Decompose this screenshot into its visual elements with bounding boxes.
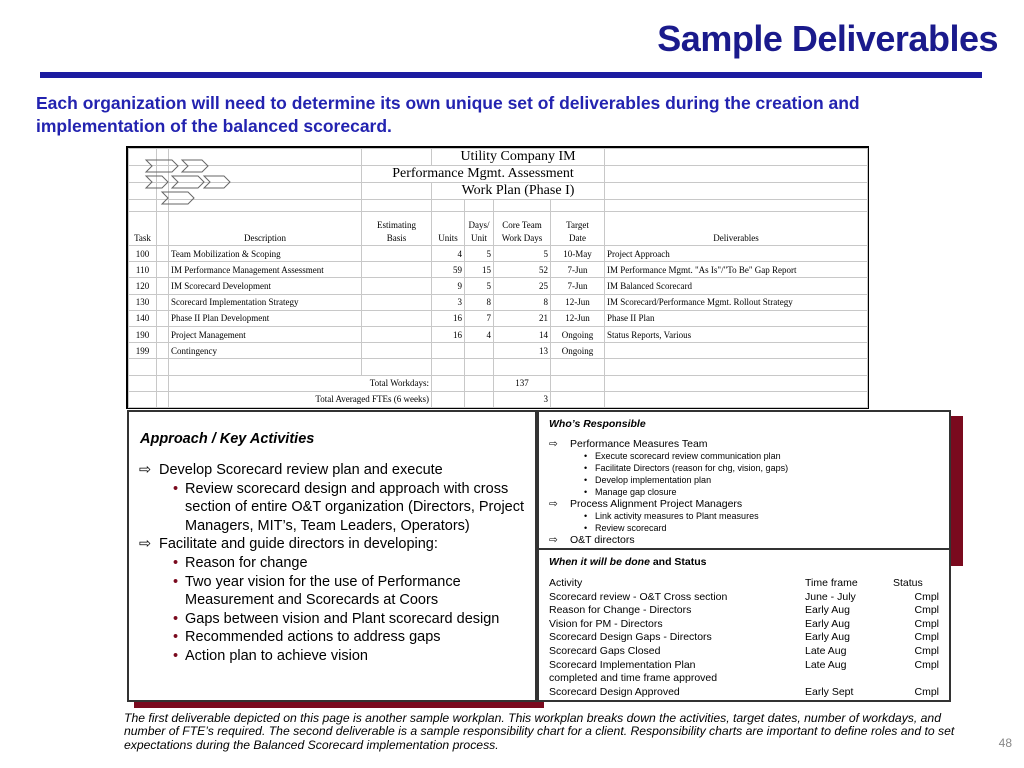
col-header-units: Units: [432, 212, 465, 246]
approach-box: [127, 410, 537, 702]
schedule-title: When it will be done and Status: [549, 556, 707, 568]
col-header-task: Task: [129, 212, 157, 246]
schedule-box: [537, 548, 951, 702]
list-item: ⇨ O&T directors: [549, 534, 635, 547]
bullet-icon: •: [584, 487, 588, 498]
list-subitem: • Recommended actions to address gaps: [173, 629, 441, 646]
bullet-icon: •: [173, 629, 179, 646]
table-row: 120 IM Scorecard Development 9 5 25 7-Jun IM Balanced Scorecard: [129, 278, 868, 294]
table-row: Scorecard Implementation Plan Late Aug Cmpl: [549, 658, 939, 671]
arrow-right-icon: ⇨: [139, 536, 152, 553]
list-subitem: • Gaps between vision and Plant scorecard design: [173, 610, 500, 627]
process-arrows-icon: [142, 150, 234, 206]
list-item: ⇨ Facilitate and guide directors in developing:: [139, 536, 438, 553]
slide-title: Sample Deliverables: [657, 18, 998, 59]
table-row: Reason for Change - Directors Early Aug Cmpl: [549, 604, 939, 617]
table-row: Scorecard review - O&T Cross section June - July Cmpl: [549, 590, 939, 603]
total-ftes-row: Total Averaged FTEs (6 weeks) 3: [129, 391, 868, 407]
bullet-icon: •: [584, 451, 588, 462]
table-row: Scorecard Design Gaps - Directors Early Aug Cmpl: [549, 631, 939, 644]
workplan-header-line: Work Plan (Phase I): [432, 183, 605, 200]
table-row: completed and time frame approved: [549, 672, 718, 685]
bullet-icon: •: [173, 554, 179, 571]
bullet-icon: •: [584, 463, 588, 474]
list-subitem: • Review scorecard: [584, 523, 667, 534]
approach-list: [139, 461, 534, 666]
intro-text: Each organization will need to determine its own unique set of deliverables during the creation and implementation of the balanced scorecard.: [36, 93, 860, 136]
bullet-icon: •: [173, 573, 179, 590]
list-item: ⇨ Develop Scorecard review plan and execute: [139, 462, 443, 478]
schedule-table: [549, 577, 939, 699]
table-row: Vision for PM - Directors Early Aug Cmpl: [549, 617, 939, 630]
list-item: ⇨ Performance Measures Team: [549, 438, 708, 450]
list-subitem: • Link activity measures to Plant measures: [584, 511, 759, 522]
list-subitem: • Facilitate Directors (reason for chg, vision, gaps): [584, 463, 789, 474]
workplan-table: [126, 146, 869, 409]
bullet-icon: •: [584, 475, 588, 486]
col-header-core: Core Team Work Days: [494, 212, 551, 246]
table-row: 199 Contingency 13 Ongoing: [129, 343, 868, 359]
list-subitem: • Develop implementation plan: [584, 475, 712, 486]
arrow-right-icon: ⇨: [139, 462, 152, 478]
col-header-target: Target Date: [551, 212, 605, 246]
list-subitem: • Two year vision for the use of Performance Measurement and Scorecards at Coors: [173, 573, 461, 609]
table-row: 140 Phase II Plan Development 16 7 21 12-Jun Phase II Plan: [129, 310, 868, 326]
arrow-right-icon: ⇨: [549, 498, 558, 511]
bullet-icon: •: [173, 480, 179, 497]
list-item: ⇨ Process Alignment Project Managers: [549, 498, 743, 511]
list-subitem: • Manage gap closure: [584, 487, 677, 498]
bullet-icon: •: [173, 647, 179, 664]
table-row: Scorecard Gaps Closed Late Aug Cmpl: [549, 644, 939, 657]
table-row: Scorecard Design Approved Early Sept Cmpl: [549, 685, 939, 698]
bullet-icon: •: [173, 610, 179, 627]
approach-title: Approach / Key Activities: [140, 431, 315, 447]
footer-note: The first deliverable depicted on this page is another sample workplan. This workplan breaks down the activities, target dates, number of workdays, and number of FTE’s required. The second deliverable is a sample responsibility chart for a client. Responsibility charts are important to define roles and to set expectations during the Balanced Scorecard implementation process.: [124, 711, 955, 752]
arrow-right-icon: ⇨: [549, 534, 558, 547]
table-row: 130 Scorecard Implementation Strategy 3 8 8 12-Jun IM Scorecard/Performance Mgmt. Rollout Strategy: [129, 294, 868, 310]
col-header-days: Days/ Unit: [465, 212, 494, 246]
list-subitem: • Execute scorecard review communication plan: [584, 451, 781, 462]
table-row: 100 Team Mobilization & Scoping 4 5 5 10-May Project Approach: [129, 246, 868, 262]
col-header-description: Description: [169, 212, 362, 246]
bullet-icon: •: [584, 523, 588, 534]
page-number: 48: [998, 736, 1012, 750]
arrow-right-icon: ⇨: [549, 438, 558, 450]
title-divider: [40, 72, 982, 78]
col-header-estimating: Estimating Basis: [362, 212, 432, 246]
total-workdays-row: Total Workdays: 137: [129, 375, 868, 391]
table-row: 190 Project Management 16 4 14 Ongoing Status Reports, Various: [129, 326, 868, 342]
bullet-icon: •: [584, 511, 588, 522]
list-subitem: • Action plan to achieve vision: [173, 647, 368, 664]
responsible-title: Who’s Responsible: [549, 418, 646, 430]
responsible-box: [537, 410, 951, 550]
col-header-deliverables: Deliverables: [605, 212, 868, 246]
responsible-list: [549, 438, 949, 547]
workplan-header-line: Performance Mgmt. Assessment: [362, 166, 605, 183]
workplan-header-line: Utility Company IM: [432, 149, 605, 166]
list-subitem: • Reason for change: [173, 554, 308, 571]
list-subitem: • Review scorecard design and approach with cross section of entire O&T organization (Directors, Project Managers, MIT’s, Team Leaders, Operators): [173, 480, 525, 534]
table-row: 110 IM Performance Management Assessment 59 15 52 7-Jun IM Performance Mgmt. "As Is"/"To Be" Gap Report: [129, 262, 868, 278]
schedule-header: Activity Time frame Status: [549, 577, 923, 589]
